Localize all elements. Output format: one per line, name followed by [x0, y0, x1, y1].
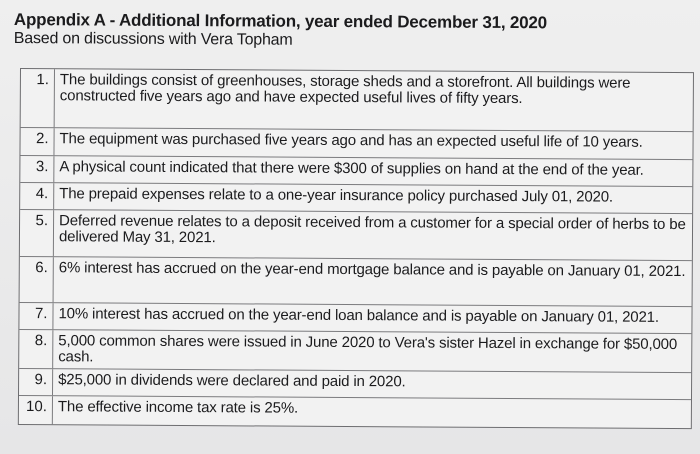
item-number: 8. [19, 330, 53, 368]
item-number: 3. [20, 156, 54, 182]
item-number: 2. [20, 128, 54, 155]
item-text: A physical count indicated that there were $300 of supplies on hand at the end of the year. [59, 158, 644, 179]
table-row [19, 330, 691, 373]
table-row [20, 183, 692, 214]
item-text: The effective income tax rate is 25%. [57, 398, 299, 417]
item-number: 4. [20, 183, 54, 209]
document-heading [14, 10, 674, 52]
item-number: 6. [20, 257, 54, 302]
item-text: $25,000 in dividends were declared and paid in 2020. [58, 371, 406, 391]
item-text: The prepaid expenses relate to a one-year insurance policy purchased July 01, 2020. [59, 185, 614, 206]
document-subtitle: Based on discussions with Vera Topham [13, 29, 293, 49]
table-row [20, 128, 692, 160]
table-row [19, 303, 691, 334]
item-text: The equipment was purchased five years ago and has an expected useful life of 10 years. [59, 130, 643, 151]
table-row [20, 156, 692, 187]
table-row [21, 69, 693, 132]
table-row [20, 210, 692, 261]
table-row [19, 369, 691, 400]
document-title: Appendix A - Additional Information, year ended December 31, 2020 [13, 10, 548, 33]
item-number: 7. [19, 303, 53, 329]
item-number: 10. [19, 396, 53, 424]
item-text: 6% interest has accrued on the year-end mortgage balance and is payable on January 01, 2021. [58, 259, 686, 281]
item-number: 9. [19, 369, 53, 395]
information-table [18, 68, 694, 429]
table-row [19, 396, 691, 428]
item-number: 5. [20, 210, 54, 256]
item-text: 5,000 common shares were issued in June 2020 to Vera's sister Hazel in exchange for $50,000 cash. [58, 332, 678, 366]
item-number: 1. [21, 69, 55, 127]
table-row [20, 257, 692, 307]
item-text: The buildings consist of greenhouses, storage sheds and a storefront. All buildings were constructed five years ago and have expected useful lives of fifty years. [59, 71, 631, 108]
item-text: 10% interest has accrued on the year-end loan balance and is payable on January 01, 2021. [58, 305, 659, 326]
item-text: Deferred revenue relates to a deposit received from a customer for a special order of herbs to be delivered May 31, 2021. [58, 212, 686, 247]
